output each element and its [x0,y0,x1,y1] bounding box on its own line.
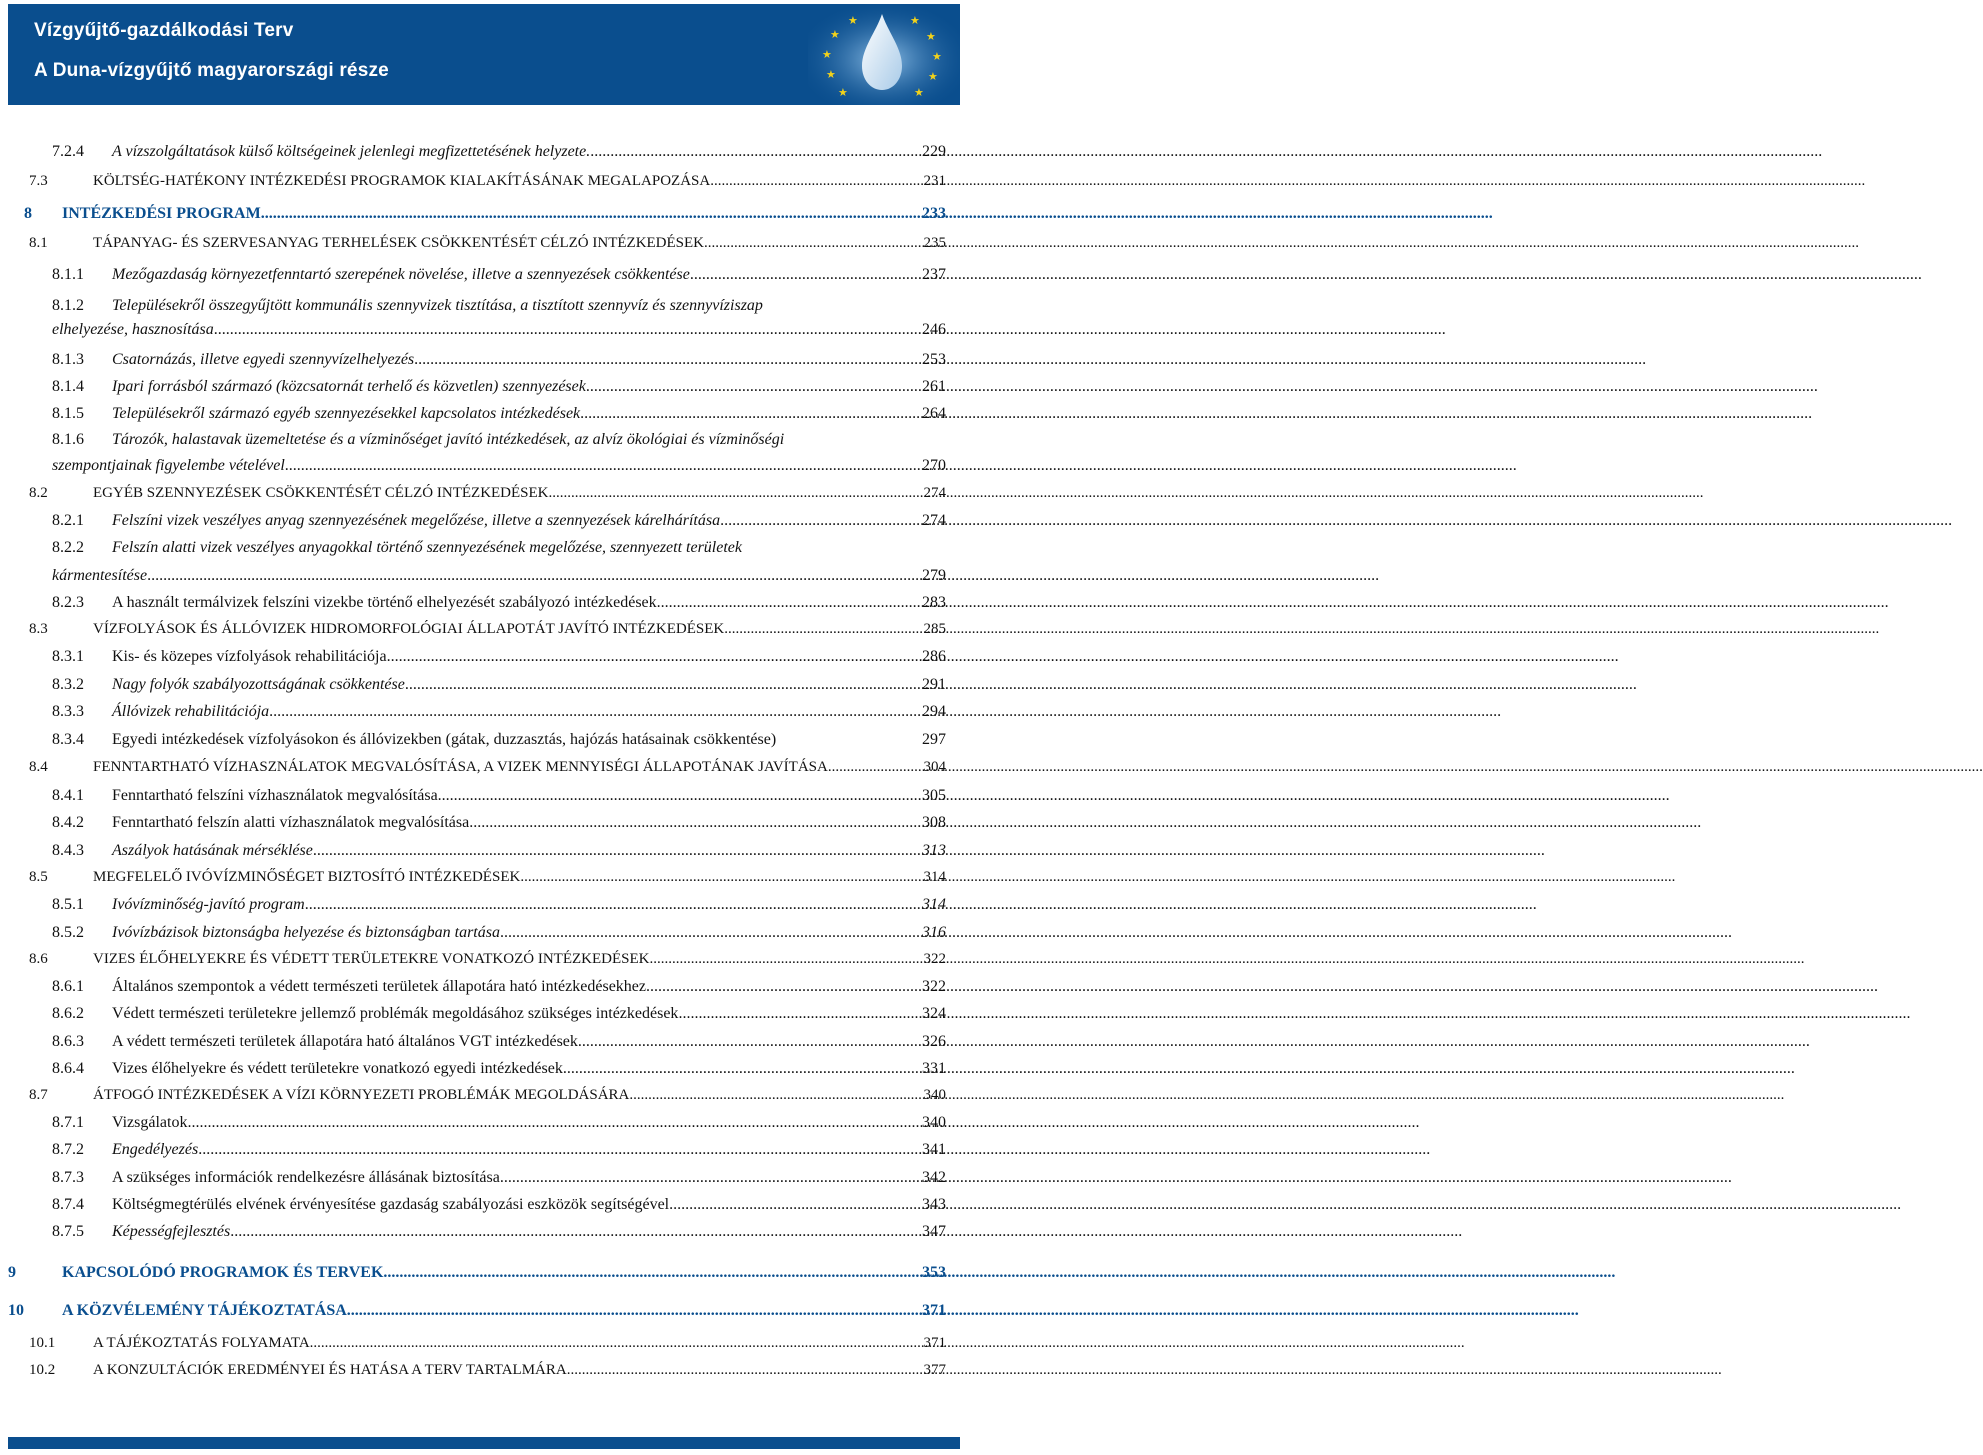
toc-entry[interactable] [52,457,946,475]
dot-leader [414,351,922,369]
toc-entry-title: INTÉZKEDÉSI PROGRAM [62,205,261,222]
toc-page-number: 308 [922,814,946,831]
toc-entry-number: 8.1.3 [52,351,84,368]
table-of-contents [0,0,960,1455]
toc-entry-number: 8.6 [29,951,48,967]
toc-entry-title: KAPCSOLÓDÓ PROGRAMOK ÉS TERVEK [62,1264,384,1281]
dot-leader [629,1087,923,1104]
toc-entry[interactable] [112,978,946,996]
toc-entry-title: Vizsgálatok [112,1114,188,1131]
toc-entry-number: 8.7.5 [52,1223,84,1240]
svg-text:★: ★ [826,68,836,81]
toc-entry[interactable] [112,405,946,423]
toc-entry-number: 8.4 [29,759,48,775]
toc-entry-number: 8.1.4 [52,378,84,395]
dot-leader [285,457,922,475]
toc-entry[interactable] [52,567,946,585]
toc-entry-title: A KÖZVÉLEMÉNY TÁJÉKOZTATÁSA [62,1302,347,1319]
dot-leader [724,621,923,638]
toc-entry-number: 8.7.2 [52,1141,84,1158]
dot-leader [720,512,922,530]
toc-entry-title: Csatornázás, illetve egyedi szennyvízelhelyezés [112,351,415,368]
dot-leader [710,173,923,190]
dot-leader [383,1264,922,1282]
toc-entry[interactable] [112,924,946,942]
toc-entry[interactable] [93,235,946,252]
toc-entry-title-continued: szempontjainak figyelembe vételével [52,457,285,474]
toc-page-number: 316 [922,924,946,941]
dot-leader [646,978,922,996]
toc-entry-title: Fenntartható felszín alatti vízhasználatok megvalósítása [112,814,470,831]
toc-entry-number: 8.1 [29,235,48,251]
toc-entry-title: Fenntartható felszíni vízhasználatok megvalósítása [112,787,438,804]
dot-leader [586,378,922,396]
svg-text:★: ★ [928,70,938,83]
toc-entry[interactable] [112,1033,946,1051]
dot-leader [690,266,922,284]
toc-page-number: 297 [922,731,946,748]
toc-entry-title: Költségmegtérülés elvének érvényesítése gazdaság szabályozási eszközök segítségével [112,1196,670,1213]
toc-entry-title: Felszíni vizek veszélyes anyag szennyezésének megelőzése, illetve a szennyezések kárelhárítása [112,512,721,529]
toc-entry-number: 9 [8,1264,16,1281]
toc-entry[interactable] [112,676,946,694]
toc-entry[interactable] [52,321,946,339]
toc-entry-title: Védett természeti területekre jellemző problémák megoldásához szükséges intézkedések [112,1005,679,1022]
toc-entry[interactable] [93,1087,946,1104]
toc-entry-title: Általános szempontok a védett természeti területek állapotára ható intézkedésekhez [112,978,646,995]
dot-leader [650,951,924,968]
toc-page-number: 304 [923,759,946,775]
toc-page-number: 294 [922,703,946,720]
dot-leader [578,1033,922,1051]
toc-page-number: 331 [922,1060,946,1077]
toc-page-number: 324 [922,1005,946,1022]
toc-entry-number: 8.7.4 [52,1196,84,1213]
toc-entry-title: A szükséges információk rendelkezésre állásának biztosítása [112,1169,500,1186]
toc-entry-number: 10.2 [29,1362,56,1378]
toc-entry-number: 8.2.1 [52,512,84,529]
svg-text:★: ★ [838,86,848,99]
toc-entry-title: VIZES ÉLŐHELYEKRE ÉS VÉDETT TERÜLETEKRE VONATKOZÓ INTÉZKEDÉSEK [93,951,650,967]
toc-entry[interactable] [112,731,946,749]
toc-entry[interactable] [112,378,946,396]
toc-entry-title: A TÁJÉKOZTATÁS FOLYAMATA [93,1335,310,1351]
toc-entry-number: 8.7.3 [52,1169,84,1186]
dot-leader [313,842,922,860]
toc-entry[interactable] [93,759,946,776]
toc-entry-number: 8.4.3 [52,842,84,859]
dot-leader [567,1362,924,1379]
dot-leader [198,1141,922,1159]
toc-page-number: 377 [923,1362,946,1378]
dot-leader [230,1223,922,1241]
dot-leader [580,405,922,423]
toc-entry-number: 8 [24,205,32,222]
toc-entry-number: 8.3.2 [52,676,84,693]
toc-entry-link[interactable]: Tározók, halastavak üzemeltetése és a vízminőséget javító intézkedések, az alvíz ökológiai és vízminőségi [112,431,785,448]
dot-leader [704,235,923,252]
toc-entry-title: TÁPANYAG- ÉS SZERVESANYAG TERHELÉSEK CSÖKKENTÉSÉT CÉLZÓ INTÉZKEDÉSEK [93,235,705,251]
dot-leader [828,759,924,776]
toc-page-number: 340 [922,1114,946,1131]
toc-entry-number: 8.6.3 [52,1033,84,1050]
toc-entry-title: Állóvizek rehabilitációja [112,703,270,720]
toc-entry[interactable] [93,1362,946,1379]
document-subtitle: A Duna-vízgyűjtő magyarországi része [34,60,389,81]
toc-page-number: 341 [922,1141,946,1158]
toc-page-number: 322 [923,951,946,967]
toc-entry-title: Engedélyezés [112,1141,199,1158]
toc-page-number: 371 [922,1302,946,1319]
toc-entry[interactable] [112,1141,946,1159]
toc-entry[interactable] [93,869,946,886]
dot-leader [590,143,922,161]
toc-entry-title: Ivóvízminőség-javító program [112,896,305,913]
dot-leader [469,814,922,832]
toc-entry-number: 10 [8,1302,24,1319]
toc-page-number: 261 [922,378,946,395]
dot-leader [438,787,922,805]
dot-leader [405,676,922,694]
toc-page-number: 233 [922,205,946,222]
dot-leader [305,896,922,914]
toc-entry-title: A használt termálvizek felszíni vizekbe történő elhelyezését szabályozó intézkedések [112,594,657,611]
toc-entry-title: Egyedi intézkedések vízfolyásokon és állóvizekben (gátak, duzzasztás, hajózás hatásainak csökkentése) [112,731,777,748]
svg-text:★: ★ [848,14,858,27]
toc-entry[interactable] [112,594,946,612]
toc-entry-number: 8.3 [29,621,48,637]
toc-page-number: 285 [923,621,946,637]
toc-page-number: 235 [923,235,946,251]
toc-page-number: 314 [923,869,946,885]
toc-entry-number: 7.2.4 [52,143,84,160]
svg-text:★: ★ [932,50,942,63]
toc-entry[interactable] [112,814,946,832]
document-title: Vízgyűjtő-gazdálkodási Terv [34,20,294,41]
toc-entry-number: 8.6.2 [52,1005,84,1022]
toc-entry[interactable] [112,1223,946,1241]
toc-entry-number: 8.2 [29,485,48,501]
svg-text:★: ★ [926,30,936,43]
toc-entry-number: 8.7 [29,1087,48,1103]
toc-entry-number: 8.2.2 [52,539,84,556]
dot-leader [310,1335,924,1352]
toc-entry[interactable] [93,173,946,190]
toc-entry[interactable] [112,266,946,284]
toc-page-number: 340 [923,1087,946,1103]
toc-entry[interactable] [112,512,946,530]
toc-page-number: 231 [923,173,946,189]
toc-page-number: 353 [922,1264,946,1281]
toc-entry-number: 8.1.1 [52,266,84,283]
toc-entry-title-continued: kármentesítése [52,567,148,584]
svg-text:★: ★ [830,28,840,41]
toc-page-number: 343 [922,1196,946,1213]
toc-page-number: 270 [922,457,946,474]
dot-leader [261,205,922,223]
toc-page-number: 264 [922,405,946,422]
toc-page-number: 342 [922,1169,946,1186]
toc-page-number: 237 [922,266,946,283]
toc-entry-number: 8.5.1 [52,896,84,913]
toc-entry[interactable] [93,485,946,502]
toc-entry-number: 8.6.1 [52,978,84,995]
toc-entry[interactable] [62,1264,946,1282]
toc-entry-number: 8.1.6 [52,431,84,448]
toc-entry[interactable] [62,1302,946,1320]
toc-entry-title: A KONZULTÁCIÓK EREDMÉNYEI ÉS HATÁSA A TERV TARTALMÁRA [93,1362,567,1378]
dot-leader [563,1060,922,1078]
dot-leader [520,869,923,886]
toc-page-number: 279 [922,567,946,584]
toc-entry[interactable] [93,1335,946,1352]
dot-leader [500,924,922,942]
toc-entry-title: Ipari forrásból származó (közcsatornát terhelő és közvetlen) szennyezések [112,378,586,395]
toc-entry[interactable] [112,1169,946,1187]
toc-page-number: 371 [923,1335,946,1351]
toc-entry-link[interactable]: Felszín alatti vizek veszélyes anyagokkal történő szennyezésének megelőzése, szennyezett területek [112,539,742,556]
toc-entry-number: 8.3.4 [52,731,84,748]
toc-entry-title: FENNTARTHATÓ VÍZHASZNÁLATOK MEGVALÓSÍTÁSA, A VIZEK MENNYISÉGI ÁLLAPOTÁNAK JAVÍTÁSA [93,759,828,775]
toc-page-number: 326 [922,1033,946,1050]
toc-entry[interactable] [93,951,946,968]
toc-entry-title: Mezőgazdaság környezetfenntartó szerepének növelése, illetve a szennyezések csökkentése [112,266,690,283]
dot-leader [347,1302,922,1320]
toc-entry-title: KÖLTSÉG-HATÉKONY INTÉZKEDÉSI PROGRAMOK KIALAKÍTÁSÁNAK MEGALAPOZÁSA [93,173,711,189]
dot-leader [549,485,924,502]
toc-entry-number: 8.7.1 [52,1114,84,1131]
toc-page-number: 274 [923,485,946,501]
dot-leader [669,1196,922,1214]
toc-entry-number: 7.3 [29,173,48,189]
toc-entry-link[interactable]: Településekről összegyűjtött kommunális szennyvizek tisztítása, a tisztított szennyvíz és szennyvíziszap [112,297,763,314]
dot-leader [500,1169,922,1187]
toc-page-number: 291 [922,676,946,693]
toc-entry-title: Ivóvízbázisok biztonságba helyezése és biztonságban tartása [112,924,500,941]
toc-entry-title-continued: elhelyezése, hasznosítása [52,321,214,338]
toc-entry[interactable] [112,143,946,161]
svg-text:★: ★ [914,86,924,99]
toc-entry[interactable] [112,787,946,805]
toc-entry-number: 8.1.2 [52,297,84,314]
toc-entry-title: Aszályok hatásának mérséklése [112,842,313,859]
toc-entry-title: A védett természeti területek állapotára ható általános VGT intézkedések [112,1033,578,1050]
toc-entry-number: 8.5 [29,869,48,885]
toc-entry-number: 8.4.1 [52,787,84,804]
dot-leader [147,567,922,585]
toc-entry-title: ÁTFOGÓ INTÉZKEDÉSEK A VÍZI KÖRNYEZETI PROBLÉMÁK MEGOLDÁSÁRA [93,1087,630,1103]
toc-page-number: 283 [922,594,946,611]
toc-page-number: 274 [922,512,946,529]
toc-entry[interactable] [112,896,946,914]
dot-leader [269,703,922,721]
toc-entry-number: 8.4.2 [52,814,84,831]
toc-entry-title: MEGFELELŐ IVÓVÍZMINŐSÉGET BIZTOSÍTÓ INTÉZKEDÉSEK [93,869,521,885]
dot-leader [187,1114,922,1132]
toc-entry-number: 10.1 [29,1335,56,1351]
toc-entry[interactable] [112,1005,946,1023]
toc-entry[interactable] [93,621,946,638]
toc-entry-number: 8.3.3 [52,703,84,720]
toc-page-number: 229 [922,143,946,160]
toc-page-number: 313 [922,842,946,859]
toc-entry[interactable] [112,1114,946,1132]
toc-page-number: 286 [922,648,946,665]
toc-entry[interactable] [112,351,946,369]
toc-entry-title: Kis- és közepes vízfolyások rehabilitációja [112,648,387,665]
toc-entry[interactable] [62,205,946,223]
toc-page-number: 246 [922,321,946,338]
toc-entry-number: 8.1.5 [52,405,84,422]
toc-page-number: 322 [922,978,946,995]
toc-page-number: 314 [922,896,946,913]
svg-text:★: ★ [822,48,832,61]
toc-entry-number: 8.2.3 [52,594,84,611]
toc-entry-number: 8.5.2 [52,924,84,941]
dot-leader [657,594,922,612]
dot-leader [214,321,922,339]
footer-bar [8,1437,960,1449]
toc-entry[interactable] [112,703,946,721]
toc-page-number: 305 [922,787,946,804]
toc-page-number: 253 [922,351,946,368]
toc-page-number: 347 [922,1223,946,1240]
toc-entry-number: 8.3.1 [52,648,84,665]
toc-entry[interactable] [112,1196,946,1214]
toc-entry[interactable] [112,648,946,666]
toc-entry-title: A vízszolgáltatások külső költségeinek jelenlegi megfizettetésének helyzete. [112,143,591,160]
toc-entry-title: Képességfejlesztés [112,1223,231,1240]
toc-entry-number: 8.6.4 [52,1060,84,1077]
toc-entry[interactable] [112,842,946,860]
toc-entry-title: Településekről származó egyéb szennyezésekkel kapcsolatos intézkedések [112,405,581,422]
toc-entry-title: Nagy folyók szabályozottságának csökkentése [112,676,405,693]
dot-leader [387,648,922,666]
svg-text:★: ★ [910,14,920,27]
dot-leader [678,1005,922,1023]
toc-entry-title: EGYÉB SZENNYEZÉSEK CSÖKKENTÉSÉT CÉLZÓ INTÉZKEDÉSEK [93,485,549,501]
toc-entry[interactable] [112,1060,946,1078]
toc-entry-title: Vizes élőhelyekre és védett területekre vonatkozó egyedi intézkedések [112,1060,563,1077]
toc-entry-title: VÍZFOLYÁSOK ÉS ÁLLÓVIZEK HIDROMORFOLÓGIAI ÁLLAPOTÁT JAVÍTÓ INTÉZKEDÉSEK [93,621,725,637]
